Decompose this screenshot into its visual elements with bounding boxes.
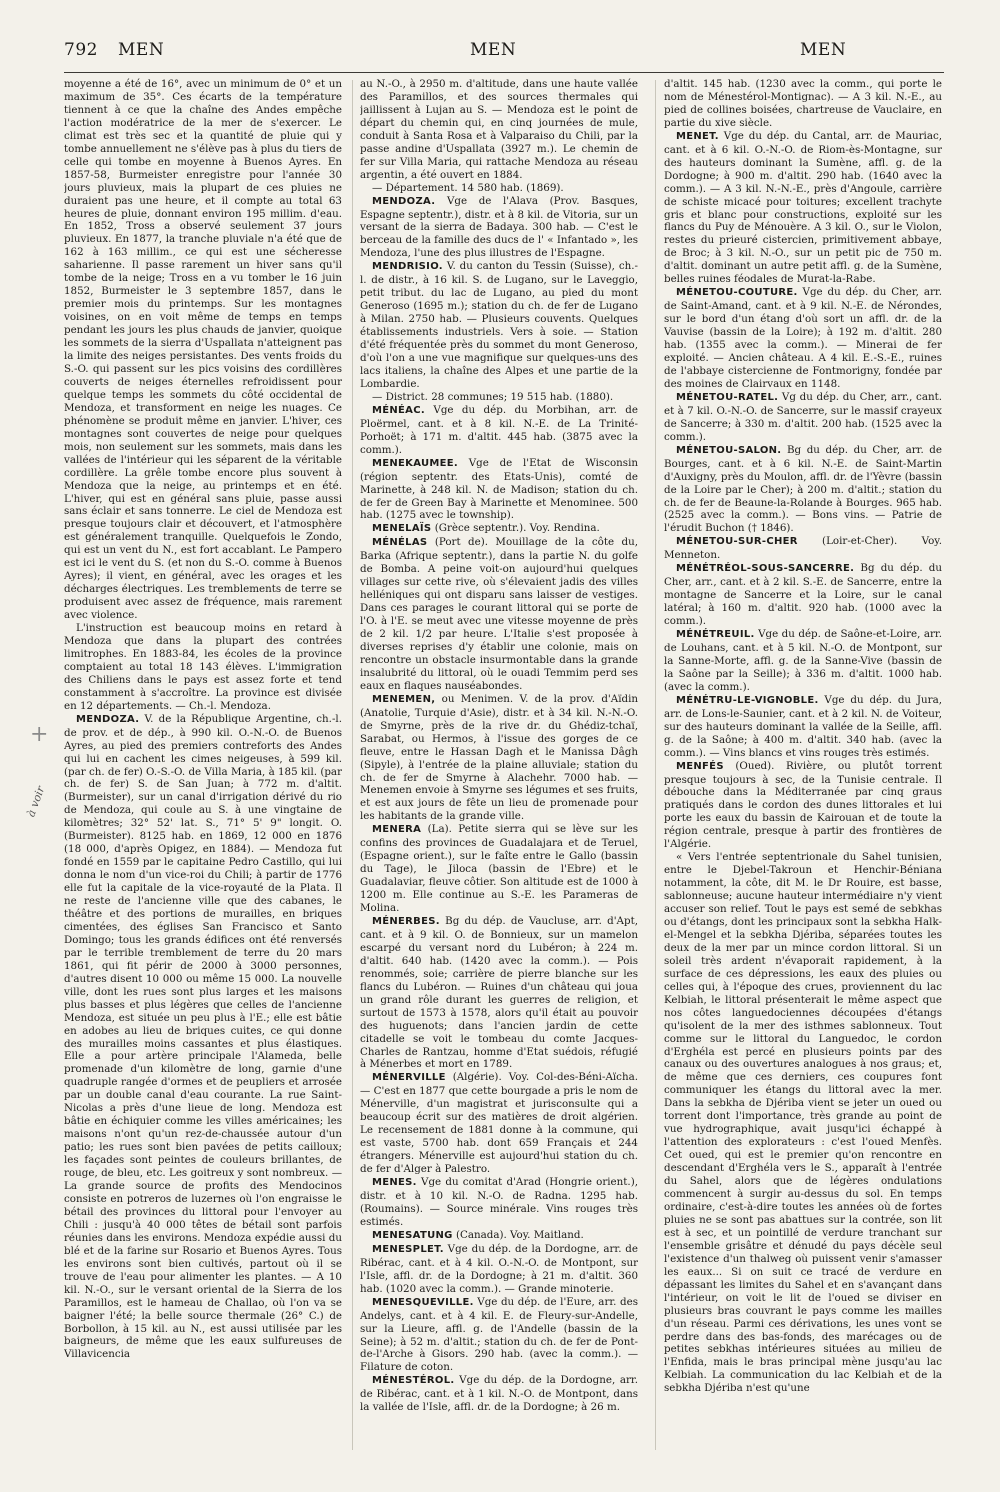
dictionary-entry (64, 713, 342, 1362)
dictionary-entry (360, 260, 638, 391)
dictionary-entry (360, 1176, 638, 1229)
dictionary-entry (664, 760, 942, 852)
entry-text: Vge du dép. de la Dordogne, arr. de Ribérac, cant. et à 1 kil. N.-O. de Montpont, dans la vallée de l'Isle, affl. dr. de la Dordogne; à 26 m. (360, 1374, 638, 1414)
running-head-center: MEN (470, 40, 517, 60)
paragraph: — District. 28 communes; 19 515 hab. (1880). (372, 390, 614, 403)
dictionary-entry (360, 404, 638, 457)
headword: MÉNERBES. (372, 916, 440, 927)
entry-text: (Grèce septentr.). Voy. Rendina. (431, 522, 600, 535)
entry-text: (Canada). Voy. Maitland. (452, 1228, 584, 1241)
headword: MÉNETOU-SUR-CHER (676, 536, 798, 548)
running-head-right: MEN (800, 40, 847, 60)
entry-text: Vg du dép. du Cher, arr., cant. et à 7 kil. O.-N.-O. de Sancerre, sur le massif crayeux de Sancerre; à 330 m. d'altit. 200 hab. (1525 avec la comm.). (664, 390, 942, 443)
entry-text: (La). Petite sierra qui se lève sur les confins des provinces de Guadalajara et de Teruel, (Espagne orient.), sur le faîte entre le Gallo (bassin du Tage), le Jiloca (bassin de l'Ebre) et le Guadalaviar, fleuve côtier. Son altitude est de 1000 à 1200 m. Elle continue au S.-E. les Parameras de Molina. (360, 823, 638, 915)
dictionary-entry (664, 628, 942, 694)
headword: MENELAÏS (372, 523, 432, 535)
entry-text: (Loir-et-Cher). Voy. Menneton. (664, 535, 942, 562)
dictionary-entry (664, 535, 942, 562)
headword: MÉNÉTREUIL. (676, 629, 755, 641)
headword: MÉNETOU-RATEL. (676, 391, 779, 403)
headword: MENESQUEVILLE. (372, 1296, 474, 1308)
headword: MENESPLET. (372, 1243, 444, 1255)
dictionary-entry (360, 522, 638, 536)
headword: MENEMEN, (372, 693, 436, 705)
margin-handwritten-note: à voir (24, 784, 48, 819)
margin-cross-mark: + (30, 722, 49, 747)
entry-text: ou Menimen. V. de la prov. d'Aïdin (Anatolie, Turquie d'Asie), distr. et à 34 kil. N.-N.-O. de Smyrne, près de la rive dr. du Ghédiz-tchaï, Sarabat, ou Hermos, à l'issue des gorges de ce fleuve, entre le Hassan Dagh et le Manissa Dâgh (Sipyle), à l'entrée de la plaine alluviale; station du ch. de fer de Smyrne à Alachehr. 7000 hab. — Menemen envoie à Smyrne ses légumes et ses fruits, et est aux jours de fête un lieu de promenade pour les habitants de la grande ville. (360, 692, 638, 823)
paragraph: moyenne a été de 16°, avec un minimum de 0° et un maximum de 35°. Ces écarts de la température tiennent à ce que la chaîne des Andes empêche l'action modératrice de la mer de s'exercer. Le climat est très sec et la quantité de pluie qui y tombe annuellement ne s'élève pas à plus du tiers de celle qui tombe en moyenne à Buenos Ayres. En 1857-58, Burmeister enregistre pour l'année 30 jours pluvieux, mais la plupart de ces pluies ne duraient pas une heure, et il compte au total 63 heures de pluie, donnant environ 195 millim. d'eau. En 1852, Tross a observé seulement 37 jours pluvieux. En 1877, la tranche pluviale n'a été que de 162 à 163 millim., ce qui est une sécheresse saharienne. Il passe rarement un hiver sans qu'il tombe de la neige; Tross en a vu tomber le 16 juin 1852, Burmeister le 3 septembre 1857, dans le premier mois du printemps. Sur les montagnes voisines, on en voit même de temps en temps pendant les jours les plus chauds de janvier, quoique les sommets de la sierra d'Uspallata n'atteignent pas la limite des neiges persistantes. Des vents froids du S.-O. qui passent sur les pics voisins des cordillères couverts de neiges éternelles refroidissent pour quelque temps les sommets du côté occidental de Mendoza, et transforment en neige les nuages. Ce phénomène se produit même en janvier. L'hiver, ces montagnes sont couvertes de neige pour quelques mois, non seulement sur les sommets, mais dans les vallées de l'intérieur qui les séparent de la véritable cordillère. La grêle tombe encore plus souvent à Mendoza que la neige, au printemps et en été. L'hiver, qui est en général sans pluie, passe aussi sans éclair et sans tonnerre. Le ciel de Mendoza est presque toujours clair et découvert, et l'atmosphère est généralement tranquille. Quelquefois le Zondo, qui est un vent du N., est fort accablant. Le Pampero est ici le vent du S. (et non du S.-O. comme à Buenos Ayres); il vient, en général, avec les orages et les décharges électriques. Les tremblements de terre se produisent avec assez de fréquence, mais rarement avec violence. (64, 78, 342, 622)
entry-text: Vge du dép. du Cher, arr. de Saint-Amand, cant. et à 9 kil. N.-E. de Nérondes, sur le bord d'un étang d'où sort un affl. dr. de la Vauvise (bassin de la Loire); à 192 m. d'altit. 280 hab. (1355 avec la comm.). — Minerai de fer exploité. — Ancien château. A 4 kil. E.-S.-E., ruines de l'abbaye cistercienne de Fontmorigny, fondée par des moines de Clairvaux en 1148. (664, 286, 942, 390)
dictionary-entry (664, 286, 942, 391)
entry-text: Vge du dép. du Morbihan, arr. de Ploërmel, cant. et à 8 kil. N.-E. de La Trinité-Porhoët; à 171 m. d'altit. 445 hab. (3875 avec la comm.). (360, 403, 638, 456)
headword: MENES. (372, 1177, 417, 1189)
dictionary-entry (664, 562, 942, 628)
headword: MENDRISIO. (372, 261, 443, 273)
text-column-1 (64, 78, 342, 1448)
headword: MÉNETOU-COUTURE. (676, 287, 798, 299)
dictionary-entry (360, 195, 638, 261)
headword: MÉNÉLAS (372, 537, 428, 549)
entry-text: Vge du dép. du Jura, arr. de Lons-le-Saunier, cant. et à 2 kil. N. de Voiteur, sur des hauteurs dominant la vallée de la Seille, affl. g. de la Saône; à 400 m. d'altit. 340 hab. (avec la comm.). — Vins blancs et vins rouges très estimés. (664, 693, 942, 759)
entry-text: Vge de l'Alava (Prov. Basques, Espagne septentr.), distr. et à 8 kil. de Vitoria, sur un versant de la sierra de Badaya. 300 hab. — C'est le berceau de la famille des ducs de l' « Infantado », les Mendoza, l'une des plus illustres de l'Espagne. (360, 194, 638, 260)
headword: MENDOZA. (372, 195, 436, 207)
dictionary-entry (664, 391, 942, 444)
paragraph: — Département. 14 580 hab. (1869). (372, 181, 564, 194)
entry-text: Vge du comitat d'Arad (Hongrie orient.), distr. et à 10 kil. N.-O. de Radna. 1295 hab. (Roumains). — Source minérale. Vins rouges très estimés. (360, 1176, 638, 1228)
entry-text: (Port de). Mouillage de la côte du, Barka (Afrique septentr.), dans la partie N. du golfe de Bomba. A peine voit-on aujourd'hui quelques villages sur cette rive, où s'élevaient jadis des villes helléniques qui ont disparu sans laisser de vestiges. Dans ces parages le courant littoral qui se porte de l'O. à l'E. se meut avec une vitesse moyenne de près de 2 kil. 1/2 par heure. L'Italie s'est proposée à diverses reprises d'y établir une colonie, mais on rencontre un obstacle insurmontable dans la grande insalubrité du littoral, où le ouadi Temmim perd ses eaux en flaques nauséabondes. (360, 536, 638, 692)
headword: MENET. (676, 130, 719, 142)
headword: MENESATUNG (372, 1229, 453, 1241)
headword: MENDOZA. (76, 713, 140, 725)
header-rule (64, 72, 944, 73)
dictionary-entry (664, 130, 942, 286)
dictionary-entry (664, 444, 942, 536)
column-divider (655, 80, 656, 1450)
dictionary-entry (360, 823, 638, 915)
headword: MENERA (372, 824, 422, 836)
headword: MÉNÉTRÉOL-SOUS-SANCERRE. (676, 563, 855, 575)
text-column-3 (664, 78, 942, 1448)
dictionary-entry (360, 1071, 638, 1176)
entry-text: Vge du dép. de la Dordogne, arr. de Ribérac, cant. et à 4 kil. O.-N.-O. de Montpont, sur l'Isle, affl. dr. de la Dordogne; à 21 m. d'altit. 360 hab. (1020 avec la comm.). — Grande minoterie. (360, 1242, 638, 1295)
entry-text: V. de la République Argentine, ch.-l. de prov. et de dép., à 990 kil. O.-N.-O. de Buenos Ayres, au pied des premiers contreforts des Andes qui lui en cachent les cimes neigeuses, à 599 kil. (par ch. de fer) O.-S.-O. de Villa Maria, à 185 kil. (par ch. de fer) S. de San Juan; à 772 m. d'altit. (Burmeister), sur un canal d'irrigation dérivé du rio de Mendoza, qui coule au S. à une vingtaine de kilomètres; 32° 52' lat. S., 71° 5' 9" longit. O. (Burmeister). 8125 hab. en 1869, 12 000 en 1876 (18 000, d'après Opigez, en 1884). — Mendoza fut fondé en 1559 par le capitaine Pedro Castillo, qui lui donna le nom d'un vice-roi du Chili; à partir de 1776 elle fut la capitale de la vice-royauté de la Plata. Il ne reste de l'ancienne ville que des cabanes, le théâtre et des portions de murailles, en briques cimentées, des églises San Francisco et Santo Domingo; tous les grands édifices ont été renversés par le terrible tremblement de terre du 20 mars 1861, qui fit périr de 2000 à 3000 personnes, d'autres disent 10 000 ou même 15 000. La nouvelle ville, dont les rues sont plus larges et les maisons plus basses et plus légères que celles de l'ancienne Mendoza, est située un peu plus à l'E.; elle est bâtie en adobes au lieu de briques cuites, ce qui donne des murailles moins cassantes et plus élastiques. Elle a pour artère principale l'Alameda, belle promenade d'un kilomètre de long, garnie d'une quadruple rangée d'ormes et de peupliers et arrosée par un double canal d'eau courante. La rue Saint-Nicolas a près d'une lieue de long. Mendoza est bâtie en échiquier comme les villes américaines; les maisons n'ont qu'un rez-de-chaussée autour d'un patio; les rues sont bien pavées de petits cailloux; les façades sont peintes de couleurs brillantes, de rouge, de bleu, etc. Les goitreux y sont nombreux. — La grande source de profits des Mendocinos consiste en potreros de luzernes où l'on engraisse le bétail des provinces du littoral pour l'envoyer au Chili : jusqu'à 40 000 têtes de bétail sont parfois réunies dans les environs. Mendoza expédie aussi du blé et de la farine sur Rosario et Buenos Ayres. Tous les environs sont bien cultivés, partout où il se trouve de l'eau pour alimenter les plantes. — A 10 kil. N.-O., sur le versant oriental de la Sierra de los Paramillos, est le hameau de Challao, où l'on va se baigner l'été; la belle source thermale (26° C.) de Borbollon, à 15 kil. au N., est aussi utilisée par les baigneurs, de même que les eaux sulfureuses de Villavicencia (64, 712, 342, 1361)
running-head-left: MEN (118, 40, 165, 60)
entry-text: V. du canton du Tessin (Suisse), ch.-l. de distr., à 16 kil. S. de Lugano, sur le Laveggio, petit tribut. du lac de Lugano, au pied du mont Generoso (1695 m.); station du ch. de fer de Lugano à Milan. 2750 hab. — Plusieurs couvents. Quelques établissements industriels. Vers à soie. — Station d'été fréquentée près du sommet du mont Generoso, d'où l'on a une vue magnifique sur quelques-uns des lacs italiens, la chaîne des Alpes et une partie de la Lombardie. (360, 260, 638, 390)
headword: MÉNESTÉROL. (372, 1375, 455, 1387)
dictionary-entry (664, 694, 942, 760)
dictionary-entry (360, 457, 638, 523)
page-number: 792 (64, 40, 98, 60)
entry-text: (Algérie). Voy. Col-des-Béni-Aïcha. — C'est en 1877 que cette bourgade a pris le nom de Ménerville, d'un magistrat et jurisconsulte qui a beaucoup écrit sur des matières de droit algérien. Le recensement de 1881 donne à la commune, qui est vaste, 5700 hab. dont 659 Français et 244 étrangers. Ménerville est aujourd'hui station du ch. de fer d'Alger à Palestro. (360, 1071, 638, 1176)
entry-text: Vge du dép. de Saône-et-Loire, arr. de Louhans, cant. et à 5 kil. N.-O. de Montpont, sur la Sanne-Morte, affl. g. de la Sanne-Vive (bassin de la Saône par la Seille); à 336 m. d'altit. 1000 hab. (avec la comm.). (664, 628, 942, 693)
quotation-paragraph: « Vers l'entrée septentrionale du Sahel tunisien, entre le Djebel-Takroun et Henchir-Béniana notamment, la côte, dit M. le Dr Rouire, est basse, sablonneuse; aucune hauteur intermédiaire n'y vient accuser son relief. Tout le pays est semé de sebkhas ou d'étangs, dont les principaux sont la sebkha Halk-el-Mengel et la sebkha Djériba, séparées toutes les deux de la mer par un mince cordon littoral. Si un soleil très ardent n'évaporait rapidement, à la surface de ces dépressions, les eaux des pluies ou celles qui, à l'époque des crues, proviennent du lac Kelbiah, le littoral présenterait le même aspect que nos côtes languedociennes découpées d'étangs qu'isolent de la mer des isthmes sablonneux. Tout comme sur le littoral du Languedoc, le cordon d'Erghéla est percé en plusieurs points par des canaux ou des ouvertures analogues à nos graus; et, de même que ces derniers, ces coupures font communiquer les étangs du littoral avec la mer. Dans la sebkha de Djériba vient se jeter un oued ou torrent dont l'importance, très grande au point de vue hydrographique, avait jusqu'ici échappé à l'attention des explorateurs : c'est l'oued Menfès. Cet oued, qui est le premier qu'on rencontre en descendant d'Erghéla vers le S., apparaît à l'entrée du Sahel, alors que de légères ondulations commencent à surgir au-dessus du sol. En temps ordinaire, c'est-à-dire toutes les années où de fortes pluies ne se sont pas abattues sur la contrée, son lit est à sec, et un pointillé de verdure tranchant sur l'ensemble grisâtre et dénudé du pays décèle seul l'existence d'un thalweg où puissent venir s'amasser les eaux... Si on suit ce tracé de verdure en dépassant les limites du Sahel et en s'avançant dans l'intérieur, on voit le lit de l'oued se diviser en plusieurs bras couvrant le pays comme les mailles d'un réseau. Parmi ces dérivations, les unes vont se perdre dans des bas-fonds, des marécages ou de petites sebkhas intérieures situées au milieu de l'Enfida, mais le bras principal mène jusqu'au lac Kelbiah. La communication du lac Kelbiah et de la sebkha Djériba n'est qu'une (664, 851, 942, 1395)
headword: MENEKAUMEE. (372, 457, 458, 469)
headword: MENFÉS (676, 760, 724, 772)
dictionary-entry (360, 1229, 638, 1243)
headword: MÉNERVILLE (372, 1072, 446, 1084)
entry-text: Bg du dép. du Cher, arr., cant. et à 2 kil. S.-E. de Sancerre, entre la montagne de Sancerre et la Loire, sur le canal latéral; à 160 m. d'altit. 920 hab. (1000 avec la comm.). (664, 562, 942, 628)
dictionary-entry (360, 915, 638, 1071)
dictionary-entry (360, 1374, 638, 1414)
entry-text: Bg du dép. de Vaucluse, arr. d'Apt, cant. et à 9 kil. O. de Bonnieux, sur un mamelon escarpé du versant nord du Lubéron; à 224 m. d'altit. 640 hab. (1420 avec la comm.). — Pois renommés, soie; carrière de pierre blanche sur les flancs du Lubéron. — Ruines d'un château qui joua un grand rôle durant les guerres de religion, et surtout de 1573 à 1578, alors qu'il était au pouvoir des huguenots; dans l'ancien jardin de cette citadelle se voit le tombeau du comte Jacques-Charles de Rantzau, homme d'Etat suédois, réfugié à Ménerbes et mort en 1789. (360, 915, 638, 1071)
entry-text: (Oued). Rivière, ou plutôt torrent presque toujours à sec, de la Tunisie centrale. Il débouche dans la Méditerranée par cinq graus pratiqués dans le cordon des dunes littorales et lui porte les eaux du bassin de Kairouan et de toute la région centrale, presque à partir des frontières de l'Algérie. (664, 759, 942, 851)
dictionary-entry (360, 693, 638, 824)
dictionary-entry (360, 1296, 638, 1375)
paragraph: au N.-O., à 2950 m. d'altitude, dans une haute vallée des Paramillos, et des sources thermales qui jaillissent à Lujan au S. — Mendoza est le point de départ du chemin qui, en cinq journées de mule, conduit à Santa Rosa et à Valparaiso du Chili, par la passe andine d'Uspallata (3927 m.). Le chemin de fer sur Villa Maria, qui rattache Mendoza au réseau argentin, a été ouvert en 1884. (360, 78, 638, 181)
column-divider (352, 80, 353, 1450)
dictionary-entry (360, 1243, 638, 1296)
entry-text: Vge du dép. de l'Eure, arr. des Andelys, cant. et à 4 kil. E. de Fleury-sur-Andelle, sur la Lieure, affl. g. de l'Andelle (bassin de la Seine); à 52 m. d'altit.; station du ch. de fer de Pont-de-l'Arche à Gisors. 290 hab. (avec la comm.). — Filature de coton. (360, 1295, 638, 1374)
paragraph: d'altit. 145 hab. (1230 avec la comm., qui porte le nom de Ménestérol-Montignac). — A 3 kil. N.-E., au pied de collines boisées, chartreuse de Vauclaire, en partie du xive siècle. (664, 78, 942, 129)
text-column-2 (360, 78, 638, 1448)
paragraph: L'instruction est beaucoup moins en retard à Mendoza que dans la plupart des contrées limitrophes. En 1883-84, les écoles de la province comptaient au total 18 143 élèves. L'immigration des Chiliens dans le pays est assez forte et tend constamment à s'accroître. La province est divisée en 12 départements. — Ch.-l. Mendoza. (64, 622, 342, 712)
headword: MÉNÉTRU-LE-VIGNOBLE. (676, 694, 819, 706)
headword: MÉNÉAC. (372, 404, 425, 416)
entry-text: Bg du dép. du Cher, arr. de Bourges, cant. et à 6 kil. N.-E. de Saint-Martin d'Auxigny, près du Moulon, affl. dr. de l'Yèvre (bassin de la Loire par le Cher); à 200 m. d'altit.; station du ch. de fer de Beaune-la-Rolande à Bourges. 965 hab. (2525 avec la comm.). — Bons vins. — Patrie de l'érudit Buchon († 1846). (664, 443, 942, 535)
headword: MÉNETOU-SALON. (676, 444, 782, 456)
dictionary-entry (360, 536, 638, 692)
entry-text: Vge de l'Etat de Wisconsin (région septentr. des Etats-Unis), comté de Marinette, à 248 kil. N. de Madison; station du ch. de fer de Green Bay à Marinette et Menominee. 500 hab. (1275 avec le township). (360, 456, 638, 522)
entry-text: Vge du dép. du Cantal, arr. de Mauriac, cant. et à 6 kil. O.-N.-O. de Riom-ès-Montagne, sur des hauteurs dominant la Sumène, affl. g. de la Dordogne; à 900 m. d'altit. 290 hab. (1640 avec la comm.). — A 3 kil. N.-N.-E., près d'Angoule, carrière de schiste micacé pour toitures; excellent trachyte gris et blanc pour constructions, exploité sur les flancs du Puy de Ménouère. A 3 kil. O., sur le Violon, restes du prieuré cistercien, primitivement abbaye, de Broc; à 3 kil. N.-O., sur un petit pic de 750 m. d'altit. dominant un autre petit affl. g. de la Sumène, belles ruines féodales de Murat-la-Rabe. (664, 129, 942, 286)
